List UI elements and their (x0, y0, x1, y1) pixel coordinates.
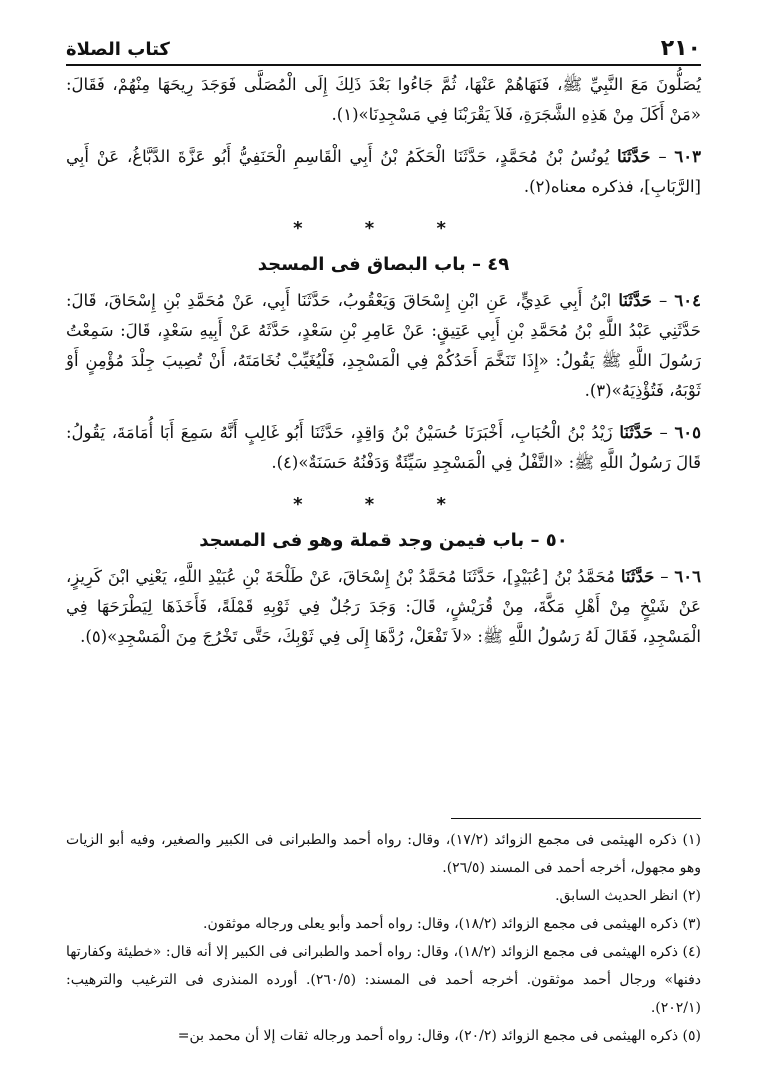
hadith-lead: حَدَّثَنَا (617, 147, 651, 166)
page-number: ٢١٠ (660, 36, 701, 61)
hadith-number: ٦٠٦ (674, 567, 702, 586)
page-header (66, 28, 701, 66)
continued-paragraph: يُصَلُّونَ مَعَ النَّبِيِّ ﷺ، فَنَهَاهُمْ عَنْهَا، ثُمَّ جَاءُوا بَعْدَ ذَلِكَ إِلَى الْمُصَلَّى فَوَجَدَ رِيحَهَا مِنْهُمْ، فَقَالَ: «مَنْ أَكَلَ مِنْ هَذِهِ الشَّجَرَةِ، فَلاَ يَقْرَبْنَا فِي مَسْجِدِنَا»(١). (66, 75, 701, 124)
separator-stars: * * * (293, 494, 474, 515)
separator-stars: * * * (293, 218, 474, 239)
hadith-lead: حَدَّثَنَا (619, 423, 653, 442)
hadith-number: ٦٠٤ (674, 291, 702, 310)
footnote-divider (451, 818, 701, 819)
main-text (66, 70, 701, 664)
hadith-text: زَيْدُ بْنُ الْحُبَابِ، أَخْبَرَنَا حُسَيْنُ بْنُ وَاقِدٍ، حَدَّثَنَا أَبُو غَالِبٍ أَنَّهُ سَمِعَ أَبَا أُمَامَةَ، يَقُولُ: قَالَ رَسُولُ اللَّهِ ﷺ: «التَّفْلُ فِي الْمَسْجِدِ سَيِّئَةٌ وَدَفْنُهُ حَسَنَةٌ»(٤). (66, 423, 701, 472)
footnote: (٤) ذكره الهيثمى فى مجمع الزوائد (١٨/٢)، وقال: رواه أحمد والطبرانى فى الكبير إلا أنه قال: «خطيئة وكفارتها دفنها» ورجال أحمد موثقون. أخرجه أحمد فى المسند: (٢٦٠/٥). أورده المنذرى فى الترغيب والترهيب: (٢٠٢/١). (66, 944, 701, 1016)
footnote: (٣) ذكره الهيثمى فى مجمع الزوائد (١٨/٢)، وقال: رواه أحمد وأبو يعلى ورجاله موثقون. (203, 916, 701, 932)
hadith-text: يُونُسُ بْنُ مُحَمَّدٍ، حَدَّثَنَا الْحَكَمُ بْنُ أَبِي الْقَاسِمِ الْحَنَفِيُّ أَبُو عَزَّةَ الدَّبَّاغُ، عَنْ أَبِي [الرَّبَابِ]، فذكره معناه(٢). (66, 147, 701, 196)
section-heading-49: ٤٩ – باب البصاق فى المسجد (257, 254, 510, 275)
footnote: (١) ذكره الهيثمى فى مجمع الزوائد (١٧/٢)، وقال: رواه أحمد والطبرانى فى الكبير والصغير، وفيه أبو الزيات وهو مجهول، أخرجه أحمد فى المسند (٢٦/٥). (66, 832, 701, 876)
hadith-number: ٦٠٣ (674, 147, 702, 166)
footnote: (٢) انظر الحديث السابق. (555, 888, 701, 904)
footnote: (٥) ذكره الهيثمى فى مجمع الزوائد (٢٠/٢)، وقال: رواه أحمد ورجاله ثقات إلا أن محمد بن= (177, 1028, 701, 1044)
hadith-text: ابْنُ أَبِي عَدِيٍّ، عَنِ ابْنِ إِسْحَاقَ وَيَعْقُوبُ، حَدَّثَنَا أَبِي، عَنْ مُحَمَّدِ بْنِ إِسْحَاقَ، قَالَ: حَدَّثَنِي عَبْدُ اللَّهِ بْنُ مُحَمَّدِ بْنِ أَبِي عَتِيقٍ: عَنْ عَامِرِ بْنِ سَعْدٍ، حَدَّثَهُ عَنْ أَبِيهِ سَعْدٍ، قَالَ: سَمِعْتُ رَسُولَ اللَّهِ ﷺ يَقُولُ: «إِذَا تَنَخَّمَ أَحَدُكُمْ فِي الْمَسْجِدِ، فَلْيُغَيِّبْ نُخَامَتَهُ، أَنْ تُصِيبَ جِلْدَ مُؤْمِنٍ أَوْ ثَوْبَهُ، فَتُؤْذِيَهُ»(٣). (66, 291, 701, 400)
hadith-606: ٦٠٦ – حَدَّثَنَا مُحَمَّدُ بْنُ [عُبَيْدٍ]، حَدَّثَنَا مُحَمَّدُ بْنُ إِسْحَاقَ، عَنْ طَلْحَةَ بْنِ عُبَيْدِ اللَّهِ، يَعْنِي ابْنَ كَرِيزٍ، عَنْ شَيْخٍ مِنْ أَهْلِ مَكَّةَ، مِنْ قُرَيْشٍ، قَالَ: وَجَدَ رَجُلٌ فِي ثَوْبِهِ قَمْلَةً، فَأَخَذَهَا لِيَطْرَحَهَا فِي الْمَسْجِدِ، فَقَالَ لَهُ رَسُولُ اللَّهِ ﷺ: «لاَ تَفْعَلْ، رُدَّهَا إِلَى فِي ثَوْبِكَ، حَتَّى تَخْرُجَ مِنَ الْمَسْجِدِ»(٥). (66, 567, 702, 646)
book-title: كتاب الصلاة (66, 39, 170, 60)
footnotes (66, 826, 701, 1050)
hadith-lead: حَدَّثَنَا (618, 291, 652, 310)
hadith-lead: حَدَّثَنَا (620, 567, 655, 586)
hadith-number: ٦٠٥ (674, 423, 702, 442)
section-heading-50: ٥٠ – باب فيمن وجد قملة وهو فى المسجد (199, 530, 568, 551)
hadith-605: ٦٠٥ – حَدَّثَنَا زَيْدُ بْنُ الْحُبَابِ، أَخْبَرَنَا حُسَيْنُ بْنُ وَاقِدٍ، حَدَّثَنَا أَبُو غَالِبٍ أَنَّهُ سَمِعَ أَبَا أُمَامَةَ، يَقُولُ: قَالَ رَسُولُ اللَّهِ ﷺ: «التَّفْلُ فِي الْمَسْجِدِ سَيِّئَةٌ وَدَفْنُهُ حَسَنَةٌ»(٤). (66, 423, 702, 472)
hadith-603: ٦٠٣ – حَدَّثَنَا يُونُسُ بْنُ مُحَمَّدٍ، حَدَّثَنَا الْحَكَمُ بْنُ أَبِي الْقَاسِمِ الْحَنَفِيُّ أَبُو عَزَّةَ الدَّبَّاغُ، عَنْ أَبِي [الرَّبَابِ]، فذكره معناه(٢). (66, 147, 702, 196)
hadith-604: ٦٠٤ – حَدَّثَنَا ابْنُ أَبِي عَدِيٍّ، عَنِ ابْنِ إِسْحَاقَ وَيَعْقُوبُ، حَدَّثَنَا أَبِي، عَنْ مُحَمَّدِ بْنِ إِسْحَاقَ، قَالَ: حَدَّثَنِي عَبْدُ اللَّهِ بْنُ مُحَمَّدِ بْنِ أَبِي عَتِيقٍ: عَنْ عَامِرِ بْنِ سَعْدٍ، حَدَّثَهُ عَنْ أَبِيهِ سَعْدٍ، قَالَ: سَمِعْتُ رَسُولَ اللَّهِ ﷺ يَقُولُ: «إِذَا تَنَخَّمَ أَحَدُكُمْ فِي الْمَسْجِدِ، فَلْيُغَيِّبْ نُخَامَتَهُ، أَنْ تُصِيبَ جِلْدَ مُؤْمِنٍ أَوْ ثَوْبَهُ، فَتُؤْذِيَهُ»(٣). (66, 291, 702, 400)
hadith-text: مُحَمَّدُ بْنُ [عُبَيْدٍ]، حَدَّثَنَا مُحَمَّدُ بْنُ إِسْحَاقَ، عَنْ طَلْحَةَ بْنِ عُبَيْدِ اللَّهِ، يَعْنِي ابْنَ كَرِيزٍ، عَنْ شَيْخٍ مِنْ أَهْلِ مَكَّةَ، مِنْ قُرَيْشٍ، قَالَ: وَجَدَ رَجُلٌ فِي ثَوْبِهِ قَمْلَةً، فَأَخَذَهَا لِيَطْرَحَهَا فِي الْمَسْجِدِ، فَقَالَ لَهُ رَسُولُ اللَّهِ ﷺ: «لاَ تَفْعَلْ، رُدَّهَا إِلَى فِي ثَوْبِكَ، حَتَّى تَخْرُجَ مِنَ الْمَسْجِدِ»(٥). (66, 567, 701, 646)
